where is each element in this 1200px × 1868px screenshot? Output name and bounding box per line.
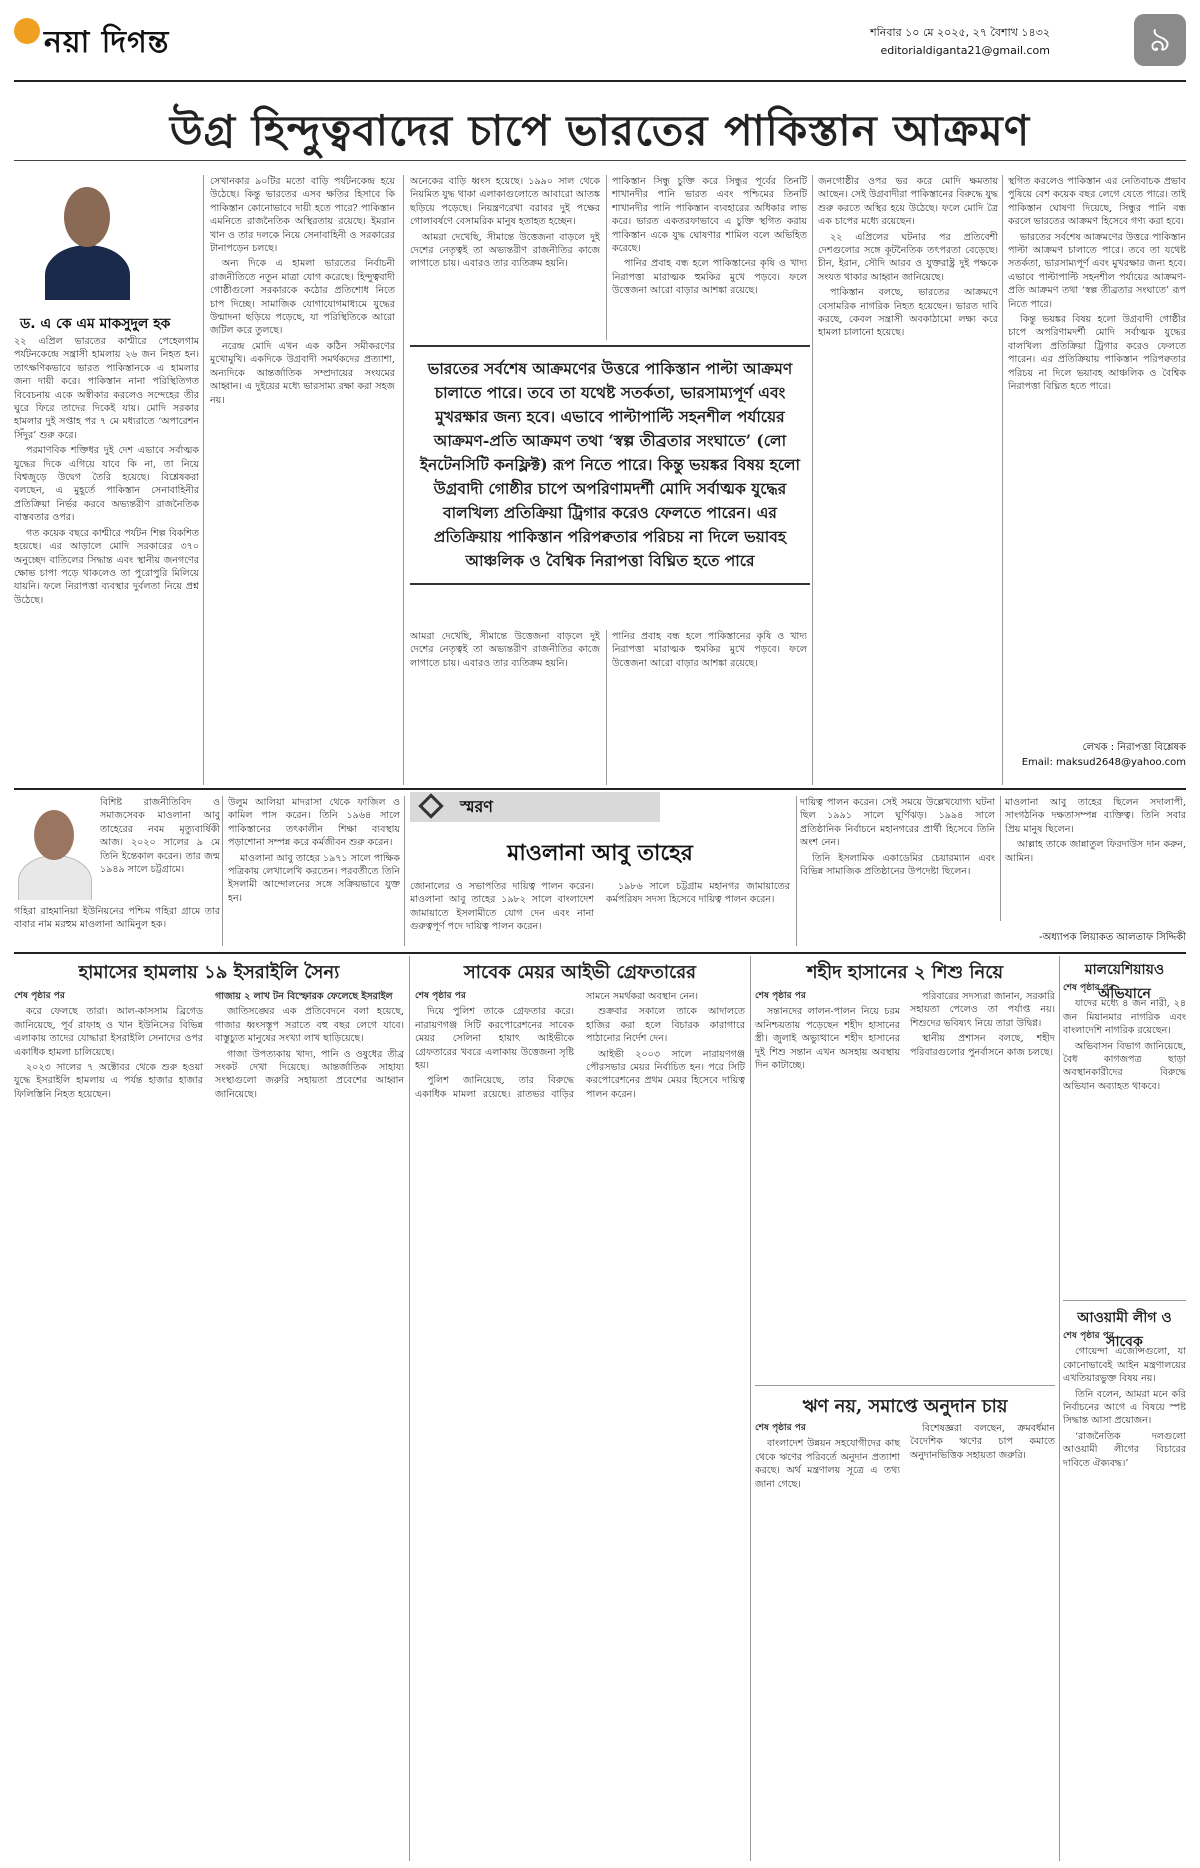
news-headline-awami: আওয়ামী লীগ ও সাবেক: [1077, 1310, 1172, 1350]
article-column-4b: [612, 630, 807, 785]
paragraph: করে ফেলছে তারা। আল-কাসসাম ব্রিগেড জানিয়েছে, পূর্ব রাফাহ ও খান ইউনিসের বিভিন্ন এলাকায় তাদের যোদ্ধারা ইসরাইলি সেনাদের ওপর একাধিক হামলা চালিয়েছে।: [14, 1006, 203, 1058]
column-rule: [403, 175, 404, 785]
news-body-mayor: [415, 990, 745, 1860]
tribute-column-4: [800, 796, 995, 946]
news-headline-loan: ঋণ নয়, সমাপ্তে অনুদান চায়: [802, 1396, 1008, 1417]
paragraph: সন্তানদের লালন-পালন নিয়ে চরম অনিশ্চয়তায় পড়েছেন শহীদ হাসানের স্ত্রী। জুলাই অভ্যুত্থানে শহীদ হাসানের দুই শিশু সন্তান এখন অসহায় অবস্থায় দিন কাটাচ্ছে।: [755, 1006, 900, 1072]
story-divider: [755, 1385, 1055, 1386]
article-column-6: [1008, 175, 1186, 735]
paragraph: গত কয়েক বছরে কাশ্মীরে পর্যটন শিল্প বিকশিত হয়েছে। এর আড়ালে মোদি সরকারের ৩৭০ অনুচ্ছেদ বাতিলের সিদ্ধান্ত এবং স্থানীয় জনগণের ক্ষোভ চাপা পড়ে থাকলেও তা পুরোপুরি মিলিয়ে যায়নি। ফলে নিরাপত্তা ব্যবস্থার দুর্বলতা নিয়ে প্রশ্ন উঠেছে।: [14, 527, 199, 606]
paragraph: পানির প্রবাহ বন্ধ হলে পাকিস্তানের কৃষি ও খাদ্য নিরাপত্তা মারাত্মক হুমকির মুখে পড়বে। ফলে উত্তেজনা আরো বাড়ার আশঙ্কা রয়েছে।: [612, 258, 807, 297]
paragraph: বিশিষ্ট রাজনীতিবিদ ও সমাজসেবক মাওলানা আবু তাহেরের নবম মৃত্যুবার্ষিকী আজ। ২০২০ সালের ৯ মে তিনি ইন্তেকাল করেন। তার জন্ম ১৯৪৯ সালে চট্টগ্রামে।: [100, 797, 220, 876]
paragraph: নরেন্দ্র মোদি এখন এক কঠিন সমীকরণের মুখোমুখি। একদিকে উগ্রবাদী সমর্থকদের প্রত্যাশা, অন্যদিকে আন্তর্জাতিক সম্প্রদায়ের সংযমের আহ্বান। এ দুইয়ের মধ্যে ভারসাম্য রক্ষা করা সহজ নয়।: [210, 340, 395, 406]
paragraph: পুলিশ জানিয়েছে, তার বিরুদ্ধে একাধিক মামলা রয়েছে। রাতভর বাড়ির সামনে সমর্থকরা অবস্থান নেন।: [415, 991, 699, 1100]
story-divider: [1063, 1300, 1186, 1301]
paragraph: জোনালের ও সভাপতির দায়িত্ব পালন করেন। মাওলানা আবু তাহের ১৯৮২ সালে বাংলাদেশ জামায়াতে ইসলামীতে যোগ দেন এবং নানা গুরুত্বপূর্ণ পদে দায়িত্ব পালন করেন।: [410, 881, 594, 933]
sun-icon: [14, 18, 40, 44]
tribute-column-5: [1005, 796, 1186, 921]
paragraph: আল্লাহ তাকে জান্নাতুল ফিরদাউস দান করুন, আমিন।: [1005, 839, 1186, 864]
continued-label: শেষ পৃষ্ঠার পর: [755, 1423, 806, 1433]
news-body-hamas: [14, 990, 404, 1860]
subheading: গাজায় ২ লাখ টন বিস্ফোরক ফেলেছে ইসরাইল: [215, 991, 393, 1002]
news-body-hasan: [755, 990, 1055, 1380]
section-divider: [14, 788, 1186, 790]
paragraph: জনগোষ্ঠীর ওপর ভর করে মোদি ক্ষমতায় আছেন। সেই উগ্রবাদীরা পাকিস্তানের বিরুদ্ধে যুদ্ধ শুরু করতে অস্থির হয়ে উঠেছে। ফলে মোদি ত্রৈ এক চাপের মধ্যে রয়েছেন।: [818, 176, 998, 228]
column-rule: [1000, 796, 1001, 921]
tribute-title: মাওলানা আবু তাহের: [507, 840, 693, 866]
paragraph: অন্য দিকে এ হামলা ভারতের নির্বাচনী রাজনীতিতে নতুন মাত্রা যোগ করেছে। হিন্দুত্ববাদী গোষ্ঠীগুলো সরকারকে কঠোর প্রতিশোধ নিতে চাপ দিচ্ছে। সামাজিক যোগাযোগমাধ্যমে যুদ্ধের উন্মাদনা ছড়িয়ে পড়েছে, যা পরিস্থিতিকে আরো জটিল করে তুলছে।: [210, 258, 395, 337]
paragraph: অনেকের বাড়ি ধ্বংস হয়েছে। ১৯৯০ সাল থেকে নিয়মিত যুদ্ধ থাকা এলাকাগুলোতে আবারো আতঙ্ক ছড়িয়ে পড়েছে। নিয়ন্ত্রণরেখা বরাবর দুই পক্ষের গোলাবর্ষণে বেসামরিক মানুষ হতাহত হচ্ছেন।: [410, 176, 600, 228]
paragraph: কিন্তু ভয়ঙ্কর বিষয় হলো উগ্রবাদী গোষ্ঠীর চাপে অপরিণামদর্শী মোদি সর্বাত্মক যুদ্ধের বালখিল্য প্রতিক্রিয়া ট্রিগার করেও ফেলতে পারেন। এর প্রতিক্রিয়ায় পাকিস্তান পরিপক্বতার পরিচয় না দিলে ভয়াবহ আঞ্চলিক ও বৈশ্বিক নিরাপত্তা বিঘ্নিত হতে পারে।: [1008, 314, 1186, 393]
column-rule: [1059, 956, 1060, 1861]
tribute-column-3: [410, 880, 790, 946]
news-headline-mayor: সাবেক মেয়র আইভী গ্রেফতারের: [463, 962, 697, 983]
paragraph: গহিরা রাহমানিয়া ইউনিয়নের পশ্চিম গহিরা গ্রামে তার বাবার নাম মরহুম মাওলানা আমিনুল হক।: [14, 906, 220, 931]
diamond-icon: [418, 793, 443, 818]
continued-label: শেষ পৃষ্ঠার পর: [14, 991, 65, 1001]
column-rule: [222, 796, 223, 946]
pull-quote: ভারতের সর্বশেষ আক্রমণের উত্তরে পাকিস্তান পাল্টা আক্রমণ চালাতে পারে। তবে তা যথেষ্ট সতর্কতা, ভারসাম্যপূর্ণ এবং মুখরক্ষার জন্য হবে। এভাবে পাল্টাপাল্টি সহনশীল পর্যায়ের আক্রমণ-প্রতি আক্রমণ তথা ‘স্বল্প তীব্রতার সংঘাতে’ (লো ইনটেনসিটি কনফ্লিক্ট) রূপ নিতে পারে। কিন্তু ভয়ঙ্কর বিষয় হলো উগ্রবাদী গোষ্ঠীর চাপে অপরিণামদর্শী মোদি সর্বাত্মক যুদ্ধের বালখিল্য প্রতিক্রিয়া ট্রিগার করেও ফেলতে পারেন। এর প্রতিক্রিয়ায় পাকিস্তান পরিপক্বতার পরিচয় না দিলে ভয়াবহ আঞ্চলিক ও বৈশ্বিক নিরাপত্তা বিঘ্নিত হতে পারে: [410, 345, 810, 585]
paragraph: দায়িত্ব পালন করেন। সেই সময়ে উল্লেখযোগ্য ঘটনা ছিল ১৯৯১ সালে ঘূর্ণিঝড়। ১৯৯৪ সালে প্রতিষ্ঠানিক নির্বাচনে মহানগরের প্রার্থী হিসেবে তিনি অংশ নেন।: [800, 797, 995, 849]
column-rule: [1002, 175, 1003, 785]
continued-label: শেষ পৃষ্ঠার পর: [415, 991, 466, 1001]
news-body-loan: [755, 1422, 1055, 1860]
news-body-awami: [1063, 1330, 1186, 1860]
column-rule: [812, 175, 813, 785]
masthead-info: [870, 24, 1050, 60]
issue-date: শনিবার ১০ মে ২০২৫, ২৭ বৈশাখ ১৪৩২: [870, 26, 1050, 39]
column-rule: [606, 630, 607, 785]
paragraph: ২২ এপ্রিলের ঘটনার পর প্রতিবেশী দেশগুলোর সঙ্গে কূটনৈতিক তৎপরতা বেড়েছে। চীন, ইরান, সৌদি আরব ও যুক্তরাষ্ট্র দুই পক্ষকে সংযত থাকার আহ্বান জানিয়েছে।: [818, 231, 998, 283]
article-column-4: [612, 175, 807, 335]
paragraph: জাতিসঙ্ঘের এক প্রতিবেদনে বলা হয়েছে, গাজার ধ্বংসস্তূপ সরাতে বহু বছর লেগে যাবে। বাস্তুচ্যুত মানুষের সংখ্যা লাখ ছাড়িয়েছে।: [215, 1006, 404, 1045]
page-number: ৯: [1134, 14, 1186, 66]
article-column-3b: [410, 630, 600, 785]
tribute-column-2: [228, 796, 400, 946]
paragraph: পাকিস্তান সিন্ধু চুক্তি করে সিন্ধুর পূর্বের তিনটি শাখানদীর পানি ভারত এবং পশ্চিমের তিনটি শাখানদীর পানি পাকিস্তান ব্যবহারের অধিকার লাভ করে। ভারত একতরফাভাবে এ চুক্তি স্থগিত করায় পাকিস্তান একে যুদ্ধ ঘোষণার শামিল বলে অভিহিত করেছে।: [612, 176, 807, 255]
author-email: Email: maksud2648@yahoo.com: [1021, 757, 1186, 768]
tribute-signature: -অধ্যাপক লিয়াকত আলতাফ সিদ্দিকী: [1038, 932, 1186, 943]
paragraph: পরমাণবিক শক্তিধর দুই দেশ এভাবে সর্বাত্মক যুদ্ধের দিকে এগিয়ে যাবে কি না, তা নিয়ে বিশ্বজুড়ে উদ্বেগ তৈরি হয়েছে। বিশ্লেষকরা বলছেন, এ মুহূর্তে পাকিস্তান সেনাবাহিনীর প্রতিক্রিয়া নির্ভর করবে অভ্যন্তরীণ রাজনৈতিক বাস্তবতার ওপর।: [14, 445, 199, 524]
paragraph: ‘রাজনৈতিক দলগুলো আওয়ামী লীগের বিচারের দাবিতে ঐক্যবদ্ধ।’: [1063, 1430, 1186, 1469]
paragraph: ২২ এপ্রিল ভারতের কাশ্মীরে পেহেলগাম পর্যটনকেন্দ্রে সন্ত্রাসী হামলায় ২৬ জন নিহত হন। তাৎক্ষণিকভাবে ভারত পাকিস্তানকে এ হামলার জন্য দায়ী করে। পাকিস্তান নানা পরিস্থিতিগত বিবেচনায় একে অস্বীকার করলেও সন্দেহের তীর ঘুরে ফিরে তাদের দিকেই যায়। মোদি সরকার হামলার দুই সপ্তাহ পর ৭ মে মধ্যরাতে ‘অপারেশন সিঁদুর’ শুরু করে।: [14, 336, 199, 441]
paragraph: আমরা দেখেছি, সীমান্তে উত্তেজনা বাড়লে দুই দেশের নেতৃত্বই তা অভ্যন্তরীণ রাজনীতির কাজে লাগাতে চায়। এবারও তার ব্যতিক্রম হয়নি।: [410, 231, 600, 270]
paragraph: শুক্রবার সকালে তাকে আদালতে হাজির করা হলে বিচারক কারাগারে পাঠানোর নির্দেশ দেন।: [586, 1006, 745, 1045]
editorial-email: editorialdiganta21@gmail.com: [880, 44, 1050, 57]
paragraph: পানির প্রবাহ বন্ধ হলে পাকিস্তানের কৃষি ও খাদ্য নিরাপত্তা মারাত্মক হুমকির মুখে পড়বে। ফলে উত্তেজনা আরো বাড়ার আশঙ্কা রয়েছে।: [612, 631, 807, 669]
paragraph: সেখানকার ৯০টির মতো বাড়ি পর্যটনকেন্দ্র হয়ে উঠেছে। কিন্তু ভারতের এসব ক্ষতির হিসাবে কি পাকিস্তান কোনোভাবে দায়ী হতে পারে? পাকিস্তান এমনিতে রাজনৈতিক অস্থিরতায় রয়েছে। ইমরান খান ও তার দলকে নিয়ে সেনাবাহিনী ও সরকারের টানাপড়েন চলছে।: [210, 176, 395, 255]
article-column-2: [210, 175, 395, 785]
paragraph: যাদের মধ্যে ৪ জন নারী, ২৪ জন মিয়ানমার নাগরিক এবং বাংলাদেশি নাগরিক রয়েছেন।: [1063, 998, 1186, 1037]
paragraph: বাংলাদেশ উন্নয়ন সহযোগীদের কাছ থেকে ঋণের পরিবর্তে অনুদান প্রত্যাশা করছে। অর্থ মন্ত্রণালয় সূত্রে এ তথ্য জানা গেছে।: [755, 1438, 900, 1490]
paragraph: বিশেষজ্ঞরা বলছেন, ক্রমবর্ধমান বৈদেশিক ঋণের চাপ কমাতে অনুদানভিত্তিক সহায়তা জরুরি।: [910, 1423, 1055, 1461]
masthead-divider: [14, 80, 1186, 82]
column-rule: [606, 175, 607, 340]
continued-label: শেষ পৃষ্ঠার পর: [1063, 1331, 1114, 1341]
paragraph: পাকিস্তান বলছে, ভারতের আক্রমণে বেসামরিক নাগরিক নিহত হয়েছেন। ভারত দাবি করছে, কেবল সন্ত্রাসী অবকাঠামো লক্ষ্য করে হামলা চালানো হয়েছে।: [818, 287, 998, 339]
article-column-5: [818, 175, 998, 785]
newspaper-logo: নয়া দিগন্ত: [14, 18, 169, 69]
paragraph: মাওলানা আবু তাহের ছিলেন সদালাপী, সাংগঠনিক দক্ষতাসম্পন্ন ব্যক্তিত্ব। তিনি সবার প্রিয় মানুষ ছিলেন।: [1005, 797, 1186, 835]
paragraph: ভারতের সর্বশেষ আক্রমণের উত্তরে পাকিস্তান পাল্টা আক্রমণ চালাতে পারে। তবে তা যথেষ্ট সতর্কতা, ভারসাম্যপূর্ণ এবং মুখরক্ষার জন্য হবে। এভাবে পাল্টাপাল্টি সহনশীল পর্যায়ের আক্রমণ-প্রতি আক্রমণ তথা ‘স্বল্প তীব্রতার সংঘাতে’ রূপ নিতে পারে।: [1008, 231, 1186, 310]
news-body-malaysia: [1063, 982, 1186, 1282]
paragraph: মাওলানা আবু তাহের ১৯৭১ সালে পাক্ষিক পত্রিকায় লেখালেখি করতেন। পরবর্তীতে তিনি ইসলামী আন্দোলনের সঙ্গে সক্রিয়ভাবে যুক্ত হন।: [228, 852, 400, 904]
author-photo: [40, 175, 135, 300]
section-divider: [14, 952, 1186, 954]
paragraph: দিয়ে পুলিশ তাকে গ্রেফতার করে। নারায়ণগঞ্জ সিটি করপোরেশনের সাবেক মেয়র সেলিনা হায়াৎ আইভীকে গ্রেফতারের খবরে এলাকায় উত্তেজনা সৃষ্টি হয়।: [415, 1006, 574, 1072]
paragraph: আমরা দেখেছি, সীমান্তে উত্তেজনা বাড়লে দুই দেশের নেতৃত্বই তা অভ্যন্তরীণ রাজনীতির কাজে লাগাতে চায়। এবারও তার ব্যতিক্রম হয়নি।: [410, 631, 600, 669]
continued-label: শেষ পৃষ্ঠার পর: [755, 991, 806, 1001]
main-headline: উগ্র হিন্দুত্ববাদের চাপে ভারতের পাকিস্তান আক্রমণ: [169, 106, 1031, 155]
paragraph: স্থানীয় প্রশাসন বলছে, শহীদ পরিবারগুলোর পুনর্বাসনে কাজ চলছে।: [910, 1033, 1055, 1058]
column-rule: [750, 956, 751, 1861]
column-rule: [409, 956, 410, 1861]
tribute-photo: [14, 800, 94, 900]
paragraph: তিনি ইসলামিক একাডেমির চেয়ারম্যান এবং বিভিন্ন সামাজিক প্রতিষ্ঠানের উপদেষ্টা ছিলেন।: [800, 852, 995, 878]
tribute-tag: স্মরণ: [410, 792, 660, 822]
paragraph: আইভী ২০০৩ সালে নারায়ণগঞ্জ পৌরসভার মেয়র নির্বাচিত হন। পরে সিটি করপোরেশনের প্রথম মেয়র হিসেবে দায়িত্ব পালন করেন।: [586, 1048, 745, 1100]
paragraph: তিনি বলেন, আমরা মনে করি নির্বাচনের আগে এ বিষয়ে স্পষ্ট সিদ্ধান্ত আসা প্রয়োজন।: [1063, 1388, 1186, 1427]
paragraph: স্থগিত করলেও পাকিস্তান এর নেতিবাচক প্রভাব পুষিয়ে বেশ কয়েক বছর লেগে যেতে পারে। তাই পাকিস্তান ঘোষণা দিয়েছে, সিন্ধুর পানি বন্ধ করলে ভারতের আক্রমণ হিসেবে গণ্য করা হবে।: [1008, 176, 1186, 228]
paragraph: গোয়েন্দা এজেন্সিগুলো, যা কোনোভাবেই আইন মন্ত্রণালয়ের এখতিয়ারভুক্ত বিষয় নয়।: [1063, 1346, 1186, 1385]
paragraph: ১৯৮৬ সালে চট্টগ্রাম মহানগর জামায়াতের কর্মপরিষদ সদস্য হিসেবে দায়িত্ব পালন করেন।: [606, 881, 790, 906]
news-headline-hasan: শহীদ হাসানের ২ শিশু নিয়ে: [806, 962, 1004, 983]
column-rule: [404, 796, 405, 946]
article-column-1: [14, 335, 199, 785]
news-headline-malaysia: মালয়েশিয়ায়ও অভিযানে: [1084, 962, 1165, 1002]
paragraph: অভিবাসন বিভাগ জানিয়েছে, বৈধ কাগজপত্র ছাড়া অবস্থানকারীদের বিরুদ্ধে অভিযান অব্যাহত থাকবে।: [1063, 1040, 1186, 1092]
paragraph: উলুম আলিয়া মাদরাসা থেকে ফাজিল ও কামিল পাস করেন। তিনি ১৯৬৪ সালে পাকিস্তানের তৎকালীন শিক্ষা ব্যবস্থায় পড়াশোনা সম্পন্ন করে কর্মজীবন শুরু করেন।: [228, 797, 400, 849]
headline-divider: [14, 160, 1186, 161]
column-rule: [203, 175, 204, 785]
paragraph: গাজা উপত্যকায় খাদ্য, পানি ও ওষুধের তীব্র সংকট দেখা দিয়েছে। আন্তর্জাতিক সাহায্য সংস্থাগুলো জরুরি সহায়তা প্রবেশের আহ্বান জানিয়েছে।: [215, 1048, 404, 1100]
author-note: লেখক : নিরাপত্তা বিশ্লেষক Email: maksud2648@yahoo.com: [1008, 740, 1186, 768]
tribute-column-1: [100, 796, 220, 914]
paragraph: ২০২৩ সালের ৭ অক্টোবর থেকে শুরু হওয়া যুদ্ধে ইসরাইলি হামলায় এ পর্যন্ত হাজার হাজার ফিলিস্তিনি নিহত হয়েছেন।: [14, 1062, 203, 1100]
news-headline-hamas: হামাসের হামলায় ১৯ ইসরাইলি সৈন্য: [78, 962, 340, 983]
article-column-3: [410, 175, 600, 335]
continued-label: শেষ পৃষ্ঠার পর: [1063, 983, 1114, 993]
column-rule: [796, 796, 797, 946]
tribute-column-1b: [14, 905, 220, 945]
author-byline: ড. এ কে এম মাকসুদুল হক: [20, 316, 171, 332]
masthead: [0, 0, 1200, 80]
paragraph: পরিবারের সদস্যরা জানান, সরকারি সহায়তা পেলেও তা পর্যাপ্ত নয়। শিশুদের ভবিষ্যৎ নিয়ে তারা উদ্বিগ্ন।: [910, 991, 1055, 1029]
